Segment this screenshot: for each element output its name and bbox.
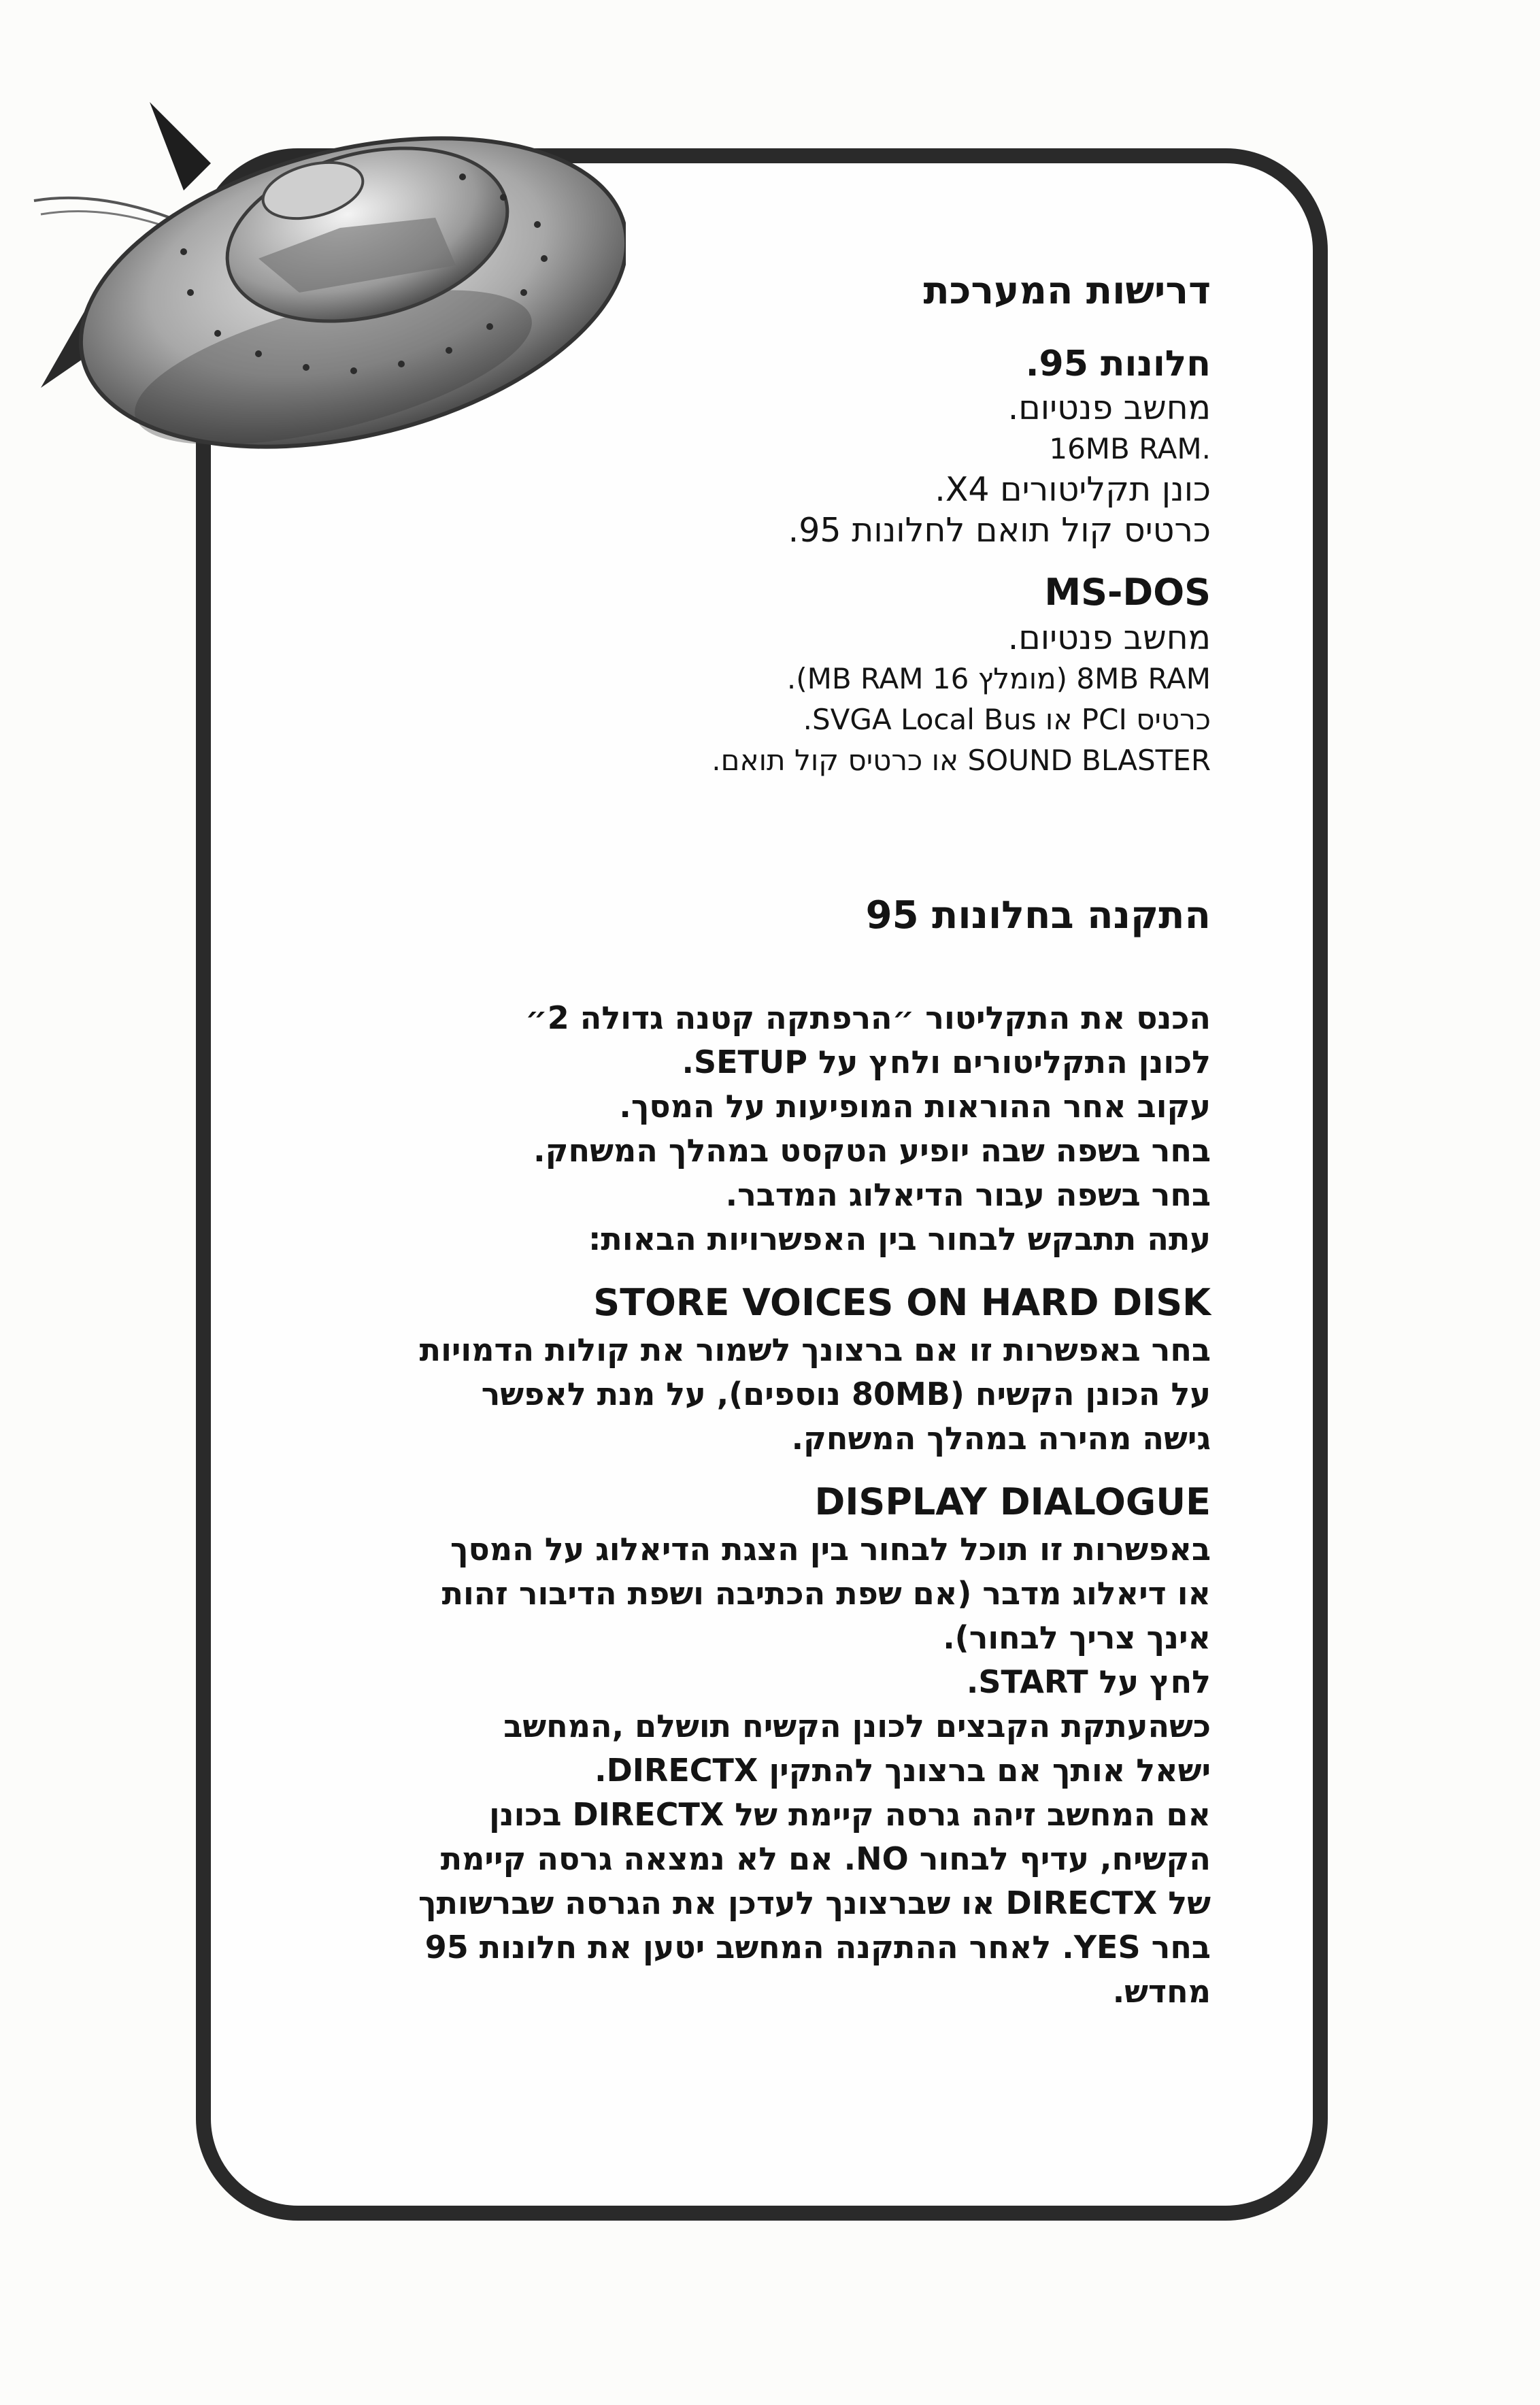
display-dialogue-text: כשהעתקת הקבצים לכונן הקשיח תושלם ,המחשב	[503, 1708, 1211, 1744]
instruction-content	[272, 259, 1211, 2014]
display-dialogue-text: הקשיח, עדיף לבחור NO. אם לא נמצאה גרסה קיימת	[440, 1840, 1211, 1877]
msdos-heading: MS-DOS	[1044, 571, 1211, 614]
store-voices-text: על הכונן הקשיח (80MB נוספים), על מנת לאפשר	[481, 1376, 1211, 1412]
display-dialogue-text: לחץ על START.	[966, 1663, 1211, 1700]
display-dialogue-text: באפשרות זו תוכל לבחור בין הצגת הדיאלוג על המסך	[450, 1531, 1211, 1568]
store-voices-text: בחר באפשרות זו אם ברצונך לשמור את קולות הדמויות	[419, 1331, 1211, 1368]
install-step: הכנס את התקליטור ״הרפתקה קטנה גדולה 2״	[525, 999, 1211, 1036]
system-requirements-title: דרישות המערכת	[923, 269, 1211, 313]
requirement-line: SOUND BLASTER או כרטיס קול תואם.	[712, 744, 1211, 777]
display-dialogue-text: אם המחשב זיהה גרסה קיימת של DIRECTX בכונן	[489, 1796, 1211, 1833]
display-dialogue-heading: DISPLAY DIALOGUE	[814, 1480, 1211, 1523]
display-dialogue-text: בחר YES. לאחר ההתקנה המחשב יטען את חלונות 95	[424, 1929, 1211, 1966]
store-voices-text: גישה מהירה במהלך המשחק.	[791, 1420, 1211, 1457]
requirement-line: כרטיס קול תואם לחלונות 95.	[788, 511, 1211, 550]
display-dialogue-text: אינך צריך לבחור).	[943, 1619, 1211, 1656]
store-voices-heading: STORE VOICES ON HARD DISK	[593, 1281, 1211, 1324]
windows95-heading: חלונות 95.	[1025, 344, 1211, 384]
requirement-line: .16MB RAM	[1049, 432, 1211, 465]
install-step: עקוב אחר ההוראות המופיעות על המסך.	[619, 1088, 1211, 1125]
install-step: בחר בשפה שבה יופיע הטקסט במהלך המשחק.	[533, 1132, 1211, 1169]
install-step: בחר בשפה עבור הדיאלוג המדבר.	[725, 1176, 1211, 1213]
display-dialogue-text: של DIRECTX או שברצונך לעדכן את הגרסה שברשותך	[418, 1885, 1211, 1921]
requirement-line: כרטיס PCI או SVGA Local Bus.	[803, 703, 1211, 736]
install-step: לכונן התקליטורים ולחץ על SETUP.	[682, 1044, 1211, 1080]
requirement-line: מחשב פנטיום.	[1007, 618, 1211, 657]
display-dialogue-text: או דיאלוג מדבר (אם שפת הכתיבה ושפת הדיבור זהות	[441, 1575, 1211, 1612]
install-step: עתה תתבקש לבחור בין האפשרויות הבאות:	[588, 1221, 1211, 1257]
requirement-line: מחשב פנטיום.	[1007, 388, 1211, 427]
requirement-line: 8MB RAM (מומלץ 16 MB RAM).	[786, 662, 1211, 695]
display-dialogue-text: מחדש.	[1112, 1973, 1211, 2010]
display-dialogue-text: ישאל אותך אם ברצונך להתקין DIRECTX.	[595, 1752, 1211, 1789]
install-windows95-title: התקנה בחלונות 95	[865, 893, 1211, 938]
requirement-line: כונן תקליטורים X4.	[935, 470, 1211, 509]
